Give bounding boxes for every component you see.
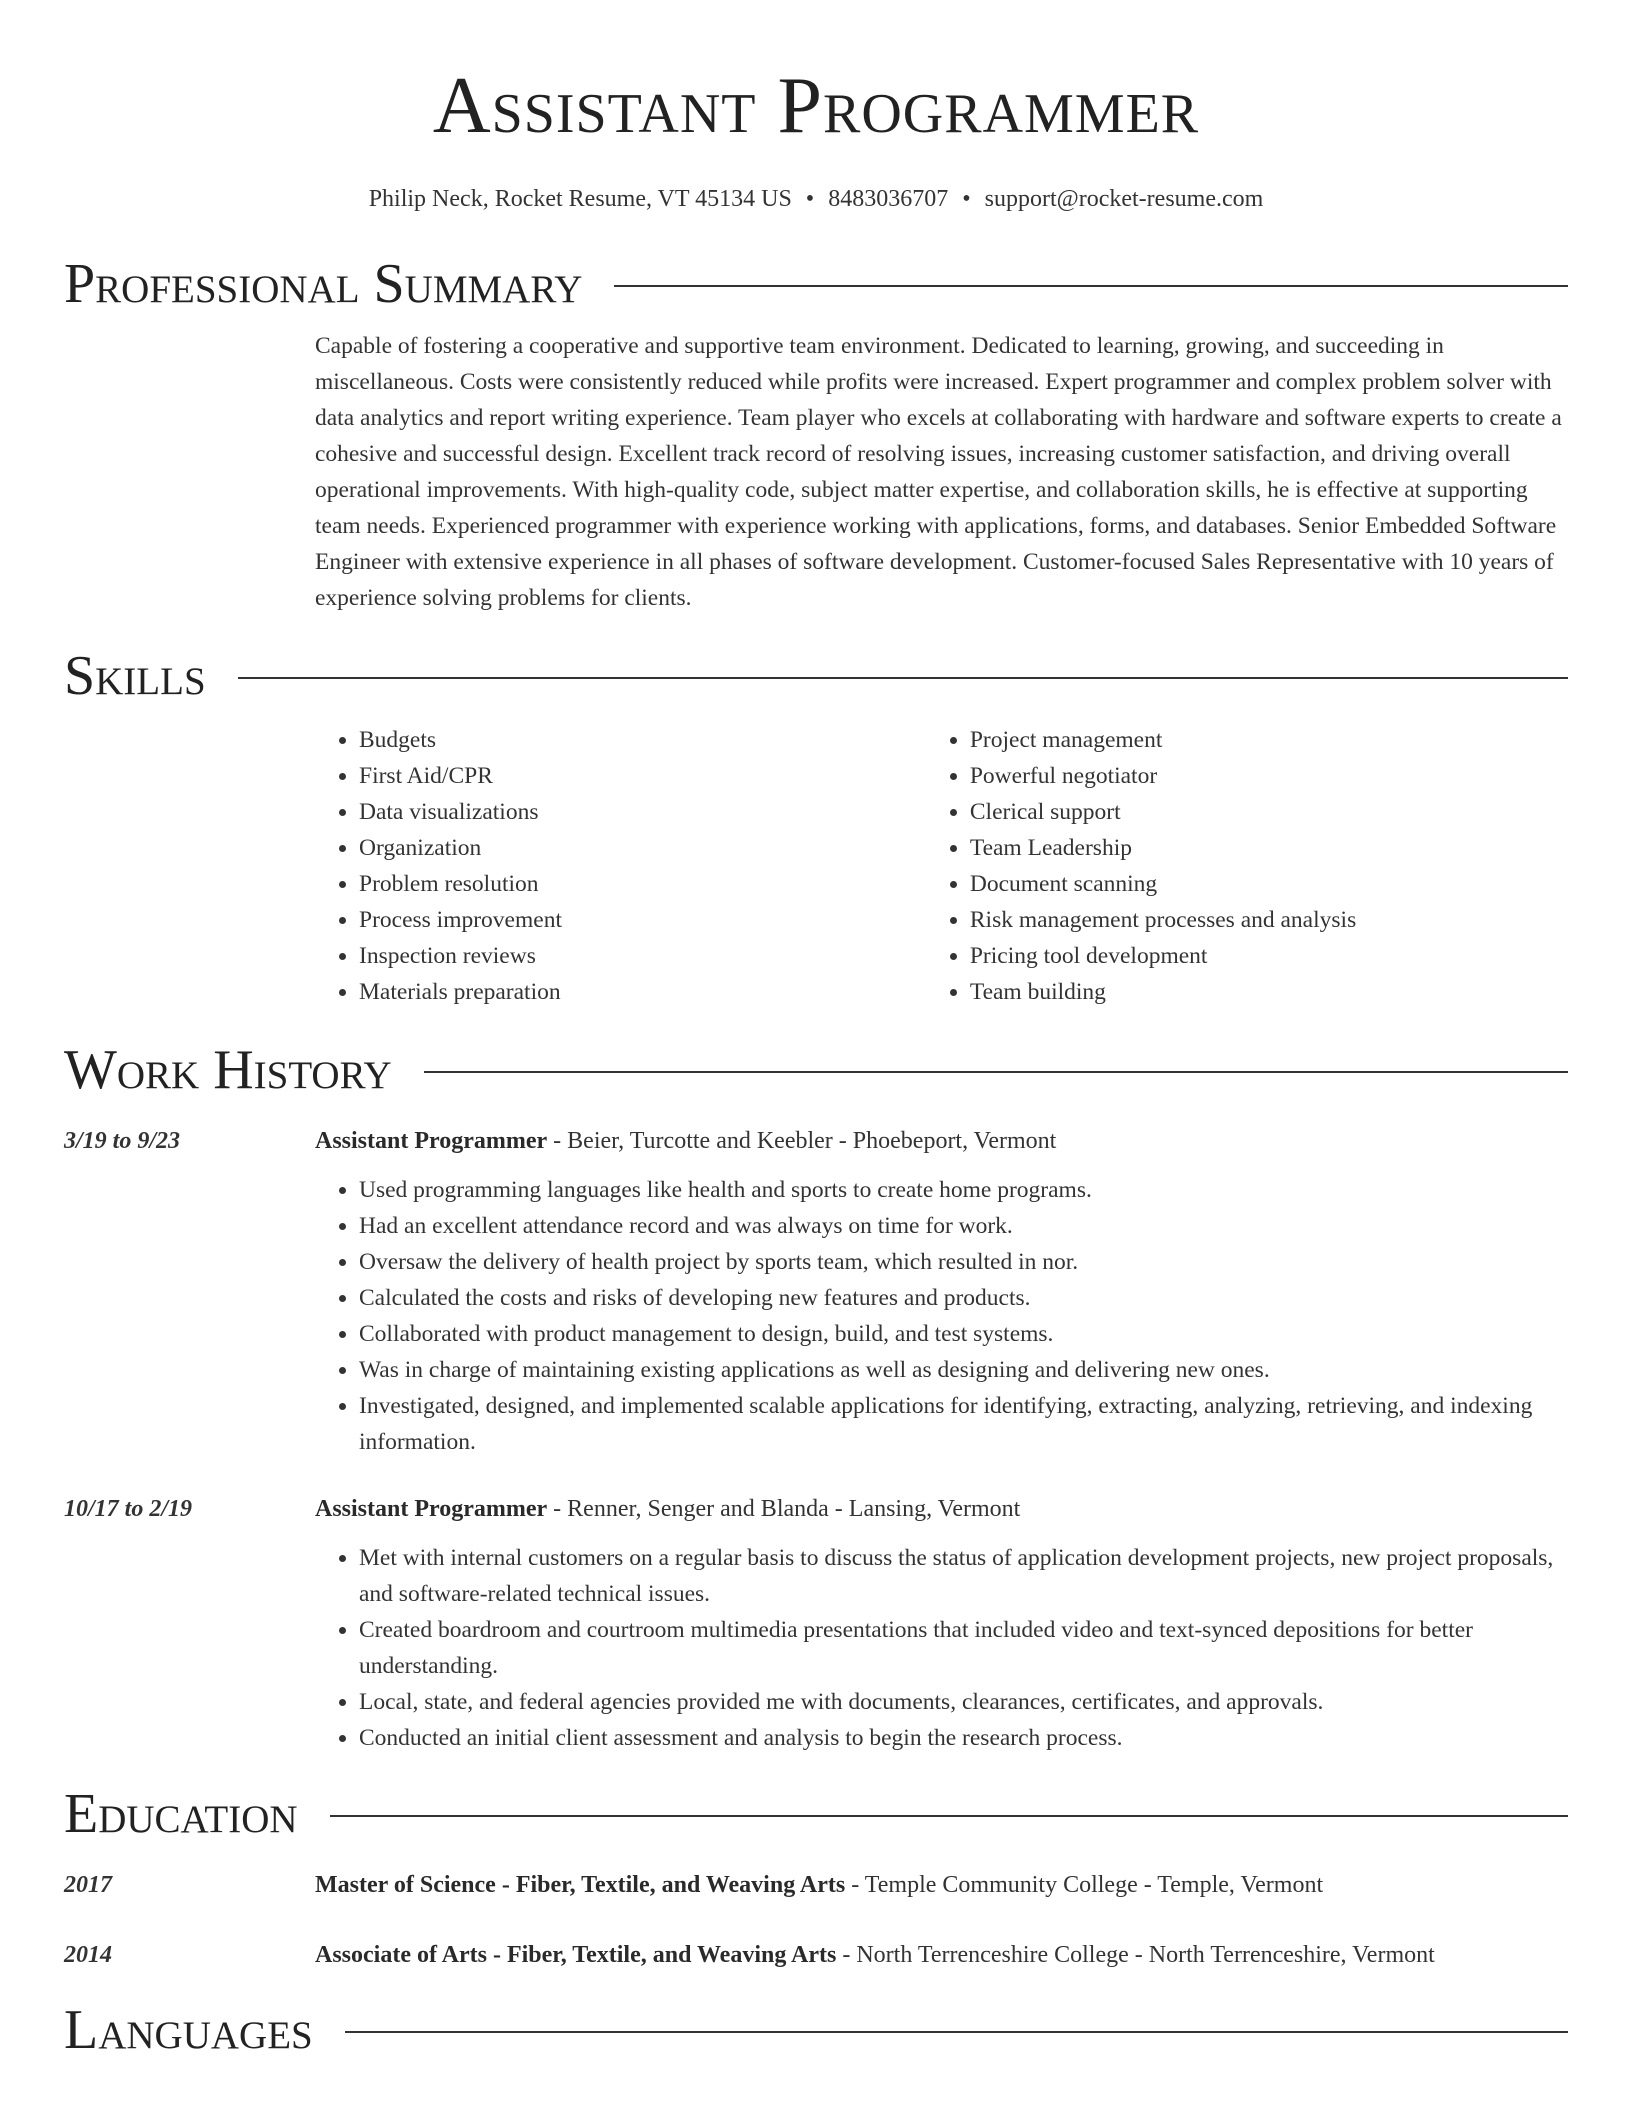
job-bullet: • Used programming languages like health and sports to create home programs. [359,1172,1568,1208]
section-divider [345,2031,1568,2033]
skill-item: • Clerical support [970,794,1568,830]
job-bullet: • Created boardroom and courtroom multimedia presentations that included video and text-synced depositions for better understanding. [359,1612,1568,1684]
job-entry [64,1124,1568,1460]
education-body [315,1938,1568,1972]
resume-page [64,0,1568,2062]
section-divider [424,1071,1568,1073]
education-body [315,1868,1568,1902]
skill-item: • Project management [970,722,1568,758]
job-bullets [315,1172,1568,1460]
contact-separator: • [962,186,971,212]
skill-item: • Team Leadership [970,830,1568,866]
section-divider [238,677,1568,679]
education-year: 2014 [64,1942,112,1968]
job-bullet: • Collaborated with product management to design, build, and test systems. [359,1316,1568,1352]
job-bullet: • Had an excellent attendance record and was always on time for work. [359,1208,1568,1244]
skill-item: • Problem resolution [359,866,926,902]
contact-line [64,184,1568,214]
job-bullet: • Calculated the costs and risks of developing new features and products. [359,1280,1568,1316]
job-title-line [315,1124,1568,1158]
job-dates: 3/19 to 9/23 [64,1128,181,1154]
summary-text: Capable of fostering a cooperative and supportive team environment. Dedicated to learning, growing, and succeeding in miscellaneous. Costs were consistently reduced while profits were increased. Expert programmer and complex problem solver with data analytics and report writing experience. Team player who excels at collaborating with hardware and software experts to create a cohesive and successful design. Excellent track record of resolving issues, increasing customer satisfaction, and driving overall operational improvements. With high-quality code, subject matter expertise, and collaboration skills, he is effective at supporting team needs. Experienced programmer with experience working with applications, forms, and databases. Senior Embedded Software Engineer with extensive experience in all phases of software development. Customer-focused Sales Representative with 10 years of experience solving problems for clients. [315,333,1562,611]
job-bullet: • Local, state, and federal agencies provided me with documents, clearances, certificates, and approvals. [359,1684,1568,1720]
job-body [315,1124,1568,1460]
job-title: Assistant Programmer [315,1496,548,1522]
skill-item: • Document scanning [970,866,1568,902]
skill-item: • Organization [359,830,926,866]
summary-section-header [64,252,1568,316]
work-heading: Work History [64,1039,392,1101]
skill-item: • First Aid/CPR [359,758,926,794]
section-divider [614,285,1568,287]
languages-heading: Languages [64,1999,313,2061]
summary-heading: Professional Summary [64,253,583,315]
job-bullet: • Met with internal customers on a regular basis to discuss the status of application development projects, new project proposals, and software-related technical issues. [359,1540,1568,1612]
skills-column-right [926,722,1568,1010]
education-list [64,1868,1568,1972]
job-title: Assistant Programmer [315,1128,548,1154]
job-employer: - Renner, Senger and Blanda - Lansing, Vermont [547,1496,1021,1522]
job-dates: 10/17 to 2/19 [64,1496,193,1522]
contact-address: Philip Neck, Rocket Resume, VT 45134 US [368,186,792,212]
education-degree: Master of Science - Fiber, Textile, and Weaving Arts [315,1872,846,1898]
job-bullets [315,1540,1568,1756]
skills-section-header [64,644,1568,708]
job-bullet: • Was in charge of maintaining existing applications as well as designing and delivering new ones. [359,1352,1568,1388]
contact-separator: • [805,186,815,212]
job-body [315,1492,1568,1756]
work-section-header [64,1038,1568,1102]
education-heading: Education [64,1783,298,1845]
education-school: - North Terrenceshire College - North Terrenceshire, Vermont [836,1942,1435,1968]
skill-item: • Powerful negotiator [970,758,1568,794]
job-employer: - Beier, Turcotte and Keebler - Phoebeport, Vermont [547,1128,1057,1154]
skills-column-left [315,722,926,1010]
job-bullet: • Conducted an initial client assessment and analysis to begin the research process. [359,1720,1568,1756]
skill-item: • Team building [970,974,1568,1010]
education-entry [64,1868,1568,1902]
skill-item: • Inspection reviews [359,938,926,974]
job-title-line [315,1492,1568,1526]
skill-item: • Risk management processes and analysis [970,902,1568,938]
skill-item: • Pricing tool development [970,938,1568,974]
skill-item: • Materials preparation [359,974,926,1010]
education-entry [64,1938,1568,1972]
skills-list [315,722,1568,1010]
skills-heading: Skills [64,645,206,707]
contact-phone: 8483036707 [828,186,949,212]
education-school: - Temple Community College - Temple, Vermont [845,1872,1324,1898]
contact-email: support@rocket-resume.com [984,186,1264,212]
education-year: 2017 [64,1872,112,1898]
job-bullet: • Oversaw the delivery of health project by sports team, which resulted in nor. [359,1244,1568,1280]
skill-item: • Process improvement [359,902,926,938]
skill-item: • Data visualizations [359,794,926,830]
education-degree: Associate of Arts - Fiber, Textile, and Weaving Arts [315,1942,837,1968]
job-bullet: • Investigated, designed, and implemented scalable applications for identifying, extracting, analyzing, retrieving, and indexing information. [359,1388,1568,1460]
languages-section-header [64,1998,1568,2062]
section-divider [330,1815,1568,1817]
skill-item: • Budgets [359,722,926,758]
job-entry [64,1492,1568,1756]
work-history-list [64,1124,1568,1756]
education-section-header [64,1782,1568,1846]
resume-title: Assistant Programmer [432,62,1200,150]
